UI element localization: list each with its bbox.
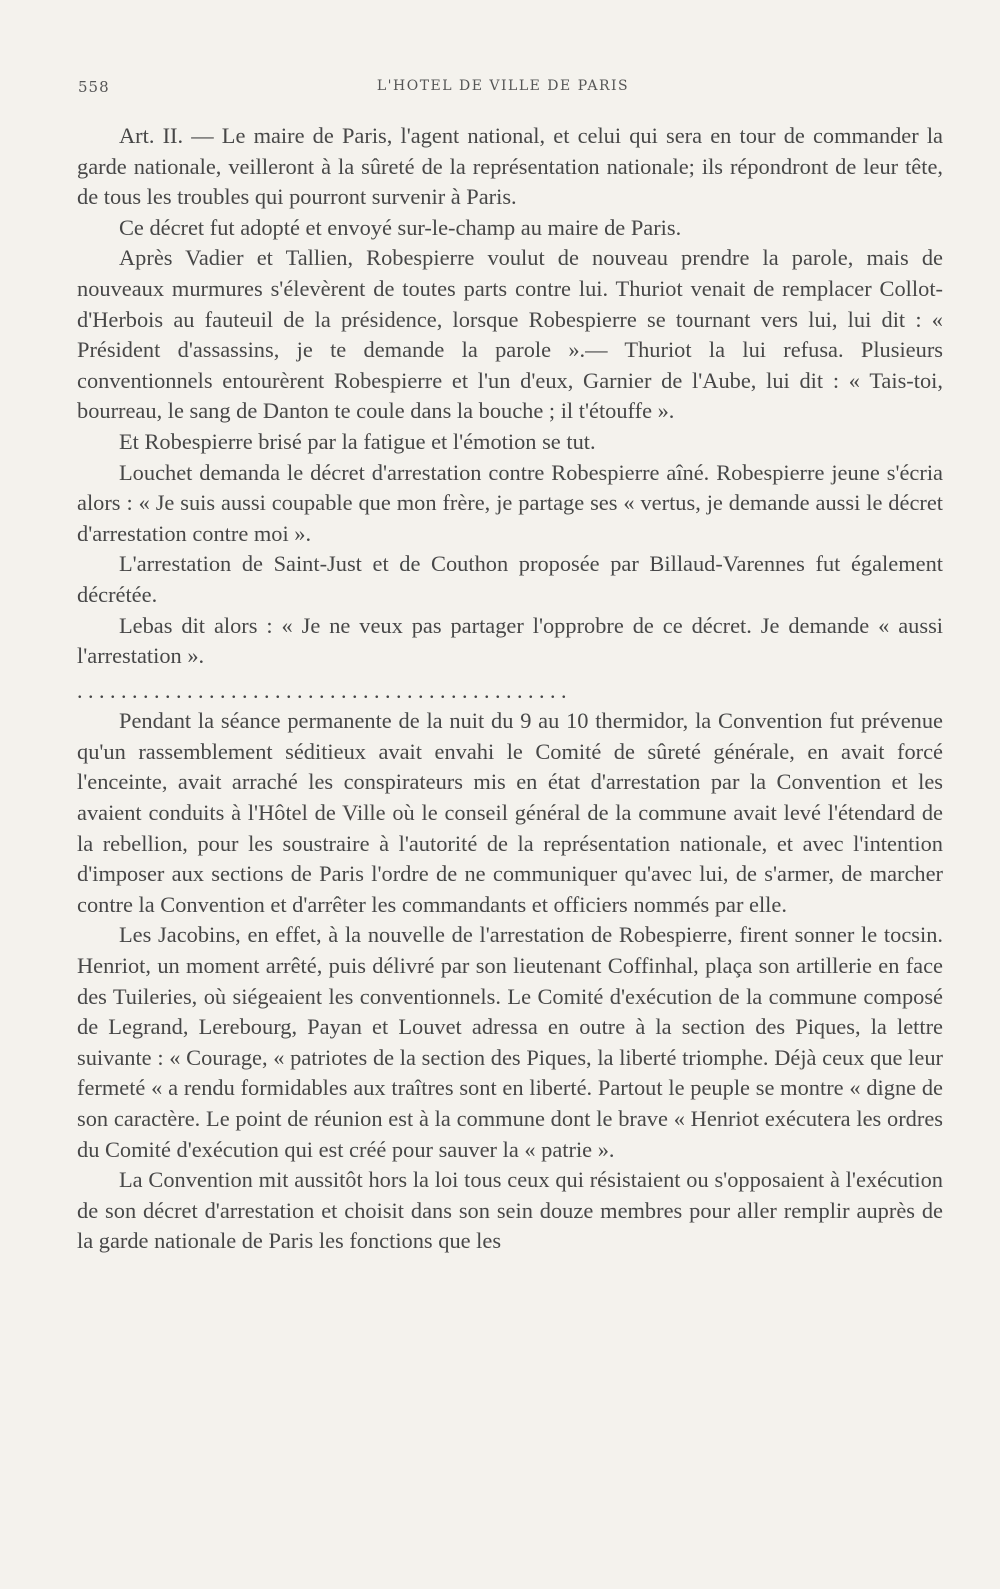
paragraph-robespierre-speech: Après Vadier et Tallien, Robespierre voulut de nouveau prendre la parole, mais de nouveaux murmures s'élevèrent de toutes parts contre lui. Thuriot venait de remplacer Collot-d'Herbois au fauteuil de la présidence, lorsque Robespierre se tournant vers lui, lui dit : « Président d'assassins, je te demande la parole ».— Thuriot la lui refusa. Plusieurs conventionnels entourèrent Robespierre et l'un d'eux, Garnier de l'Aube, lui dit : « Tais-toi, bourreau, le sang de Danton te coule dans la bouche ; il t'étouffe ».: [77, 245, 943, 424]
paragraph-louchet: Louchet demanda le décret d'arrestation contre Robespierre aîné. Robespierre jeune s'écria alors : « Je suis aussi coupable que mon frère, je partage ses « vertus, je demande aussi le décret d'arrestation contre moi ».: [77, 459, 943, 546]
paragraph-robespierre-silent: Et Robespierre brisé par la fatigue et l'émotion se tut.: [119, 428, 596, 454]
paragraph-convention-outlaw: La Convention mit aussitôt hors la loi tous ceux qui résistaient ou s'opposaient à l'exécution de son décret d'arrestation et choisit dans son sein douze membres pour aller remplir auprès de la garde nationale de Paris les fonctions que les: [77, 1167, 943, 1254]
paragraph-lebas: Lebas dit alors : « Je ne veux pas partager l'opprobre de ce décret. Je demande « aussi l'arrestation ».: [77, 612, 943, 669]
paragraph-night-session: Pendant la séance permanente de la nuit du 9 au 10 thermidor, la Convention fut prévenue qu'un rassemblement séditieux avait envahi le Comité de sûreté générale, en avait forcé l'enceinte, avait arraché les conspirateurs mis en état d'arrestation par la Convention et les avaient conduits à l'Hôtel de Ville où le conseil général de la commune avait levé l'étendard de la rebellion, pour les soustraire à l'autorité de la représentation nationale, et avec l'intention d'imposer aux sections de Paris l'ordre de ne communiquer qu'avec lui, de s'armer, de marcher contre la Convention et d'arrêter les commandants et officiers nommés par elle.: [77, 708, 943, 917]
paragraph-saint-just: L'arrestation de Saint-Just et de Couthon proposée par Billaud-Varennes fut également décrétée.: [77, 551, 943, 607]
paragraph-decree-adopted: Ce décret fut adopté et envoyé sur-le-champ au maire de Paris.: [119, 214, 682, 240]
body-text: [77, 121, 943, 1257]
running-head: [78, 78, 928, 102]
paragraph-jacobins: Les Jacobins, en effet, à la nouvelle de l'arrestation de Robespierre, firent sonner le tocsin. Henriot, un moment arrêté, puis délivré par son lieutenant Coffinhal, plaça son artillerie en face des Tuileries, où siégeaient les conventionnels. Le Comité d'exécution de la commune composé de Legrand, Lerebourg, Payan et Louvet adressa en outre à la section des Piques, la lettre suivante : « Courage, « patriotes de la section des Piques, la liberté triomphe. Déjà ceux que leur fermeté « a rendu formidables aux traîtres sont en liberté. Partout le peuple se montre « digne de son caractère. Le point de réunion est à la commune dont le brave « Henriot exécutera les ordres du Comité d'exécution qui est créé pour sauver la « patrie ».: [77, 922, 943, 1162]
paragraph-article-ii: Art. II. — Le maire de Paris, l'agent national, et celui qui sera en tour de commander la garde nationale, veilleront à la sûreté de la représentation nationale; ils répondront de leur tête, de tous les troubles qui pourront survenir à Paris.: [77, 123, 943, 210]
running-title: L'HOTEL DE VILLE DE PARIS: [376, 78, 630, 94]
dotted-separator: . . . . . . . . . . . . . . . . . . . . . . . . . . . . . . . . . . . . . . . . . . . . .: [77, 677, 567, 703]
page-number: 558: [78, 78, 110, 96]
